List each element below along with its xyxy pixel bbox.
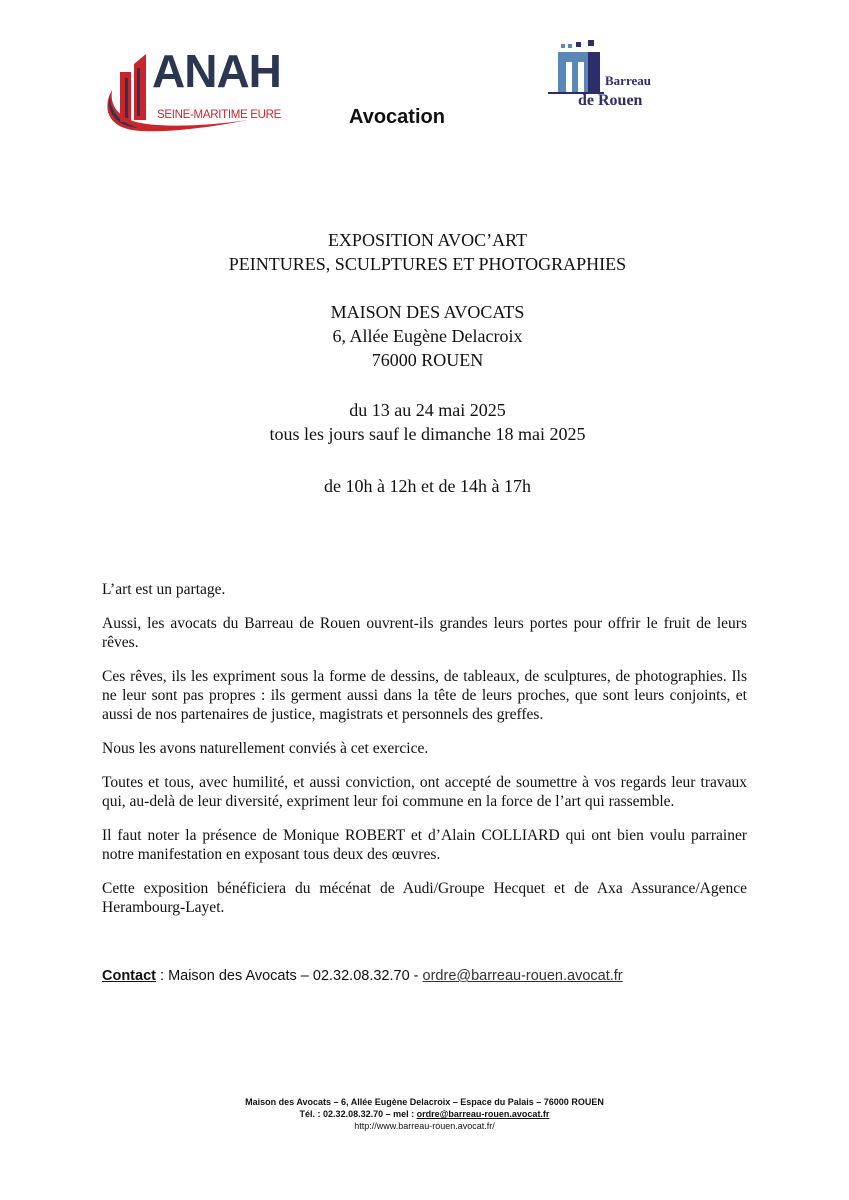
body-paragraph: Cette exposition bénéficiera du mécénat de Audi/Groupe Hecquet et de Axa Assurance/Agence Herambourg-Layet. [102,880,747,916]
body-paragraph: Il faut noter la présence de Monique ROBERT et d’Alain COLLIARD qui ont bien voulu parrainer notre manifestation en exposant tous deux des œuvres. [102,827,747,863]
venue-address [0,300,849,372]
body-paragraph: L’art est un partage. [102,581,226,598]
event-date-range: du 13 au 24 mai 2025 [349,400,506,420]
contact-line [102,968,623,984]
event-title-block [0,228,849,276]
body-paragraph: Ces rêves, ils les expriment sous la forme de dessins, de tableaux, de sculptures, de photographies. Ils ne leur sont pas propres : ils germent aussi dans la tête de leurs proches, que sont leurs conjoints, et aussi de nos partenaires de justice, magistrats et personnels des greffes. [102,668,747,723]
venue-city: 76000 ROUEN [371,350,484,370]
footer-address: Maison des Avocats – 6, Allée Eugène Delacroix – Espace du Palais – 76000 ROUEN [245,1097,604,1107]
barreau-logo-line1: Barreau [605,73,651,88]
footer [0,1096,849,1132]
contact-text: : Maison des Avocats – 02.32.08.32.70 - [155,968,423,984]
event-title: EXPOSITION AVOC’ART [327,230,528,250]
footer-email-link[interactable]: ordre@barreau-rouen.avocat.fr [416,1109,550,1119]
event-subtitle: PEINTURES, SCULPTURES ET PHOTOGRAPHIES [228,254,627,274]
event-days: tous les jours sauf le dimanche 18 mai 2025 [269,424,586,444]
event-dates [0,398,849,446]
anah-logo-text: ANAH [152,45,281,97]
footer-phone: Tél. : 02.32.08.32.70 – mel : [299,1109,417,1119]
body-paragraph: Aussi, les avocats du Barreau de Rouen ouvrent-ils grandes leurs portes pour offrir le fruit de leurs rêves. [102,615,747,651]
venue-name: MAISON DES AVOCATS [330,302,525,322]
body-paragraph: Nous les avons naturellement conviés à cet exercice. [102,740,429,757]
contact-email-link[interactable]: ordre@barreau-rouen.avocat.fr [422,968,623,984]
contact-label: Contact [102,968,156,984]
page-title: Avocation [349,106,445,128]
venue-street: 6, Allée Eugène Delacroix [332,326,523,346]
body-text [102,580,747,932]
event-hours [0,474,849,498]
footer-website-link[interactable]: http://www.barreau-rouen.avocat.fr/ [354,1121,495,1131]
body-paragraph: Toutes et tous, avec humilité, et aussi conviction, ont accepté de soumettre à vos regards leur travaux qui, au-delà de leur diversité, expriment leur foi commune en la force de l’art qui rassemble. [102,774,747,810]
event-hours-text: de 10h à 12h et de 14h à 17h [324,476,531,496]
anah-logo-subtitle: SEINE-MARITIME EURE [157,109,282,121]
barreau-logo-line2: de Rouen [578,92,643,109]
footer-phone-line [0,1108,849,1120]
